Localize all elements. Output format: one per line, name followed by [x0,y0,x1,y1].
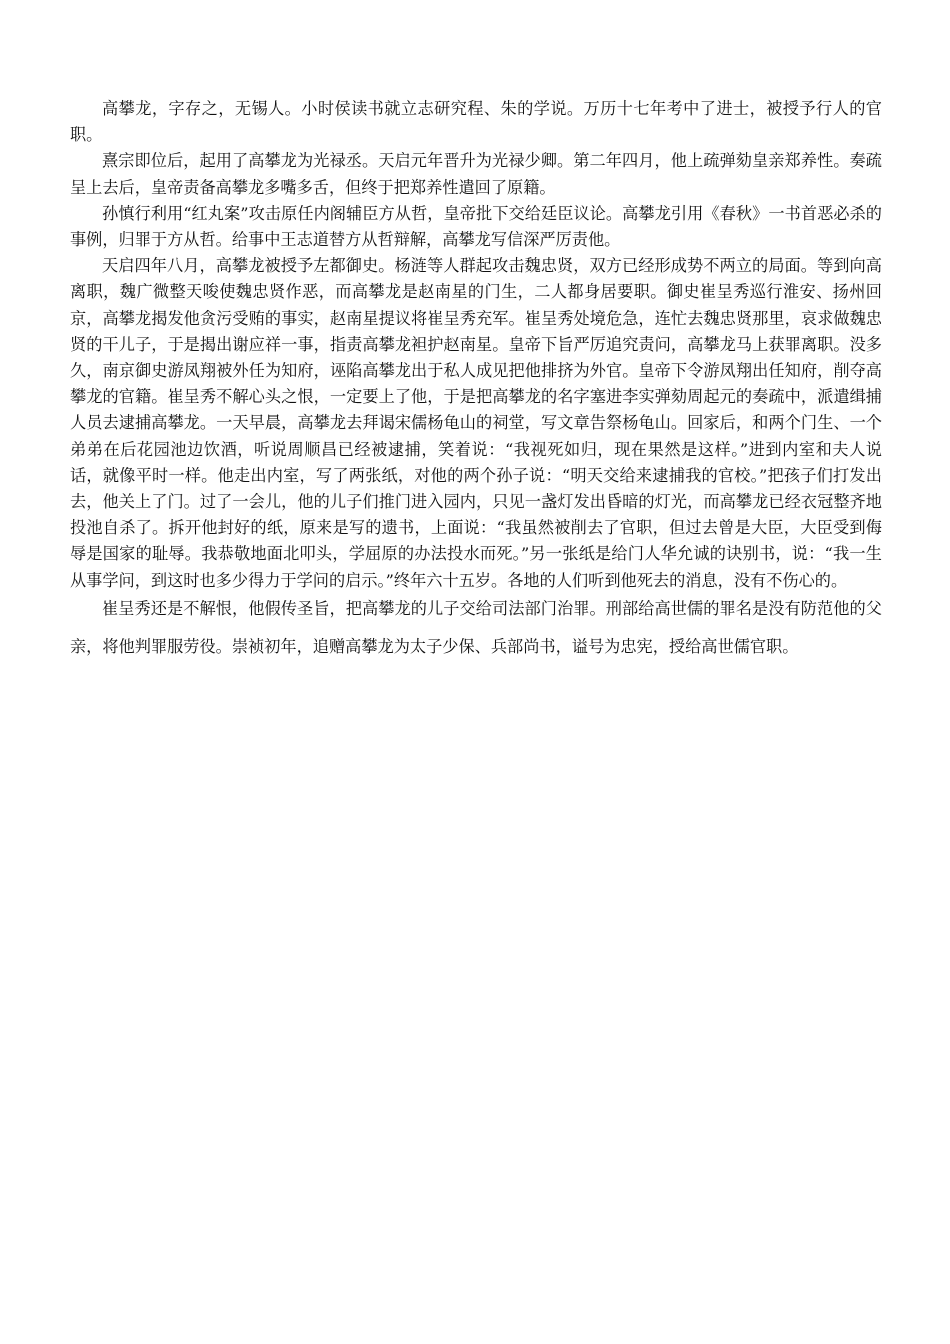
paragraph-2: 熹宗即位后，起用了高攀龙为光禄丞。天启元年晋升为光禄少卿。第二年四月，他上疏弹劾皇亲郑养性。奏疏呈上去后，皇帝责备高攀龙多嘴多舌，但终于把郑养性遣回了原籍。 [70,151,882,197]
paragraph-4: 天启四年八月，高攀龙被授予左都御史。杨涟等人群起攻击魏忠贤，双方已经形成势不两立的局面。等到向高离职，魏广微整天唆使魏忠贤作恶，而高攀龙是赵南星的门生，二人都身居要职。御史崔呈秀巡行淮安、扬州回京，高攀龙揭发他贪污受贿的事实，赵南星提议将崔呈秀充军。崔呈秀处境危急，连忙去魏忠贤那里，哀求做魏忠贤的干儿子，于是揭出谢应祥一事，指责高攀龙袒护赵南星。皇帝下旨严厉追究责问，高攀龙马上获罪离职。没多久，南京御史游凤翔被外任为知府，诬陷高攀龙出于私人成见把他排挤为外官。皇帝下令游凤翔出任知府，削夺高攀龙的官籍。崔呈秀不解心头之恨，一定要上了他，于是把高攀龙的名字塞进李实弹劾周起元的奏疏中，派遣缉捕人员去逮捕高攀龙。一天早晨，高攀龙去拜谒宋儒杨龟山的祠堂，写文章告祭杨龟山。回家后，和两个门生、一个弟弟在后花园池边饮酒，听说周顺昌已经被逮捕，笑着说：“我视死如归，现在果然是这样。”进到内室和夫人说话，就像平时一样。他走出内室，写了两张纸，对他的两个孙子说：“明天交给来逮捕我的官校。”把孩子们打发出去，他关上了门。过了一会儿，他的儿子们推门进入园内，只见一盏灯发出昏暗的灯光，而高攀龙已经衣冠整齐地投池自杀了。拆开他封好的纸，原来是写的遗书，上面说：“我虽然被削去了官职，但过去曾是大臣，大臣受到侮辱是国家的耻辱。我恭敬地面北叩头，学屈原的办法投水而死。”另一张纸是给门人华允诚的诀别书，说：“我一生从事学问，到这时也多少得力于学问的启示。”终年六十五岁。各地的人们听到他死去的消息，没有不伤心的。 [70,256,882,590]
paragraph-5: 崔呈秀还是不解恨，他假传圣旨，把高攀龙的儿子交给司法部门治罪。刑部给高世儒的罪名是没有防范他的父亲，将他判罪服劳役。崇祯初年，追赠高攀龙为太子少保、兵部尚书，谥号为忠宪，授给高世儒官职。 [70,598,882,656]
document-body [70,96,882,666]
paragraph-1: 高攀龙，字存之，无锡人。小时侯读书就立志研究程、朱的学说。万历十七年考中了进士，被授予行人的官职。 [70,99,882,145]
paragraph-3: 孙慎行利用“红丸案”攻击原任内阁辅臣方从哲，皇帝批下交给廷臣议论。高攀龙引用《春秋》一书首恶必杀的事例，归罪于方从哲。给事中王志道替方从哲辩解，高攀龙写信深严厉责他。 [70,203,882,250]
